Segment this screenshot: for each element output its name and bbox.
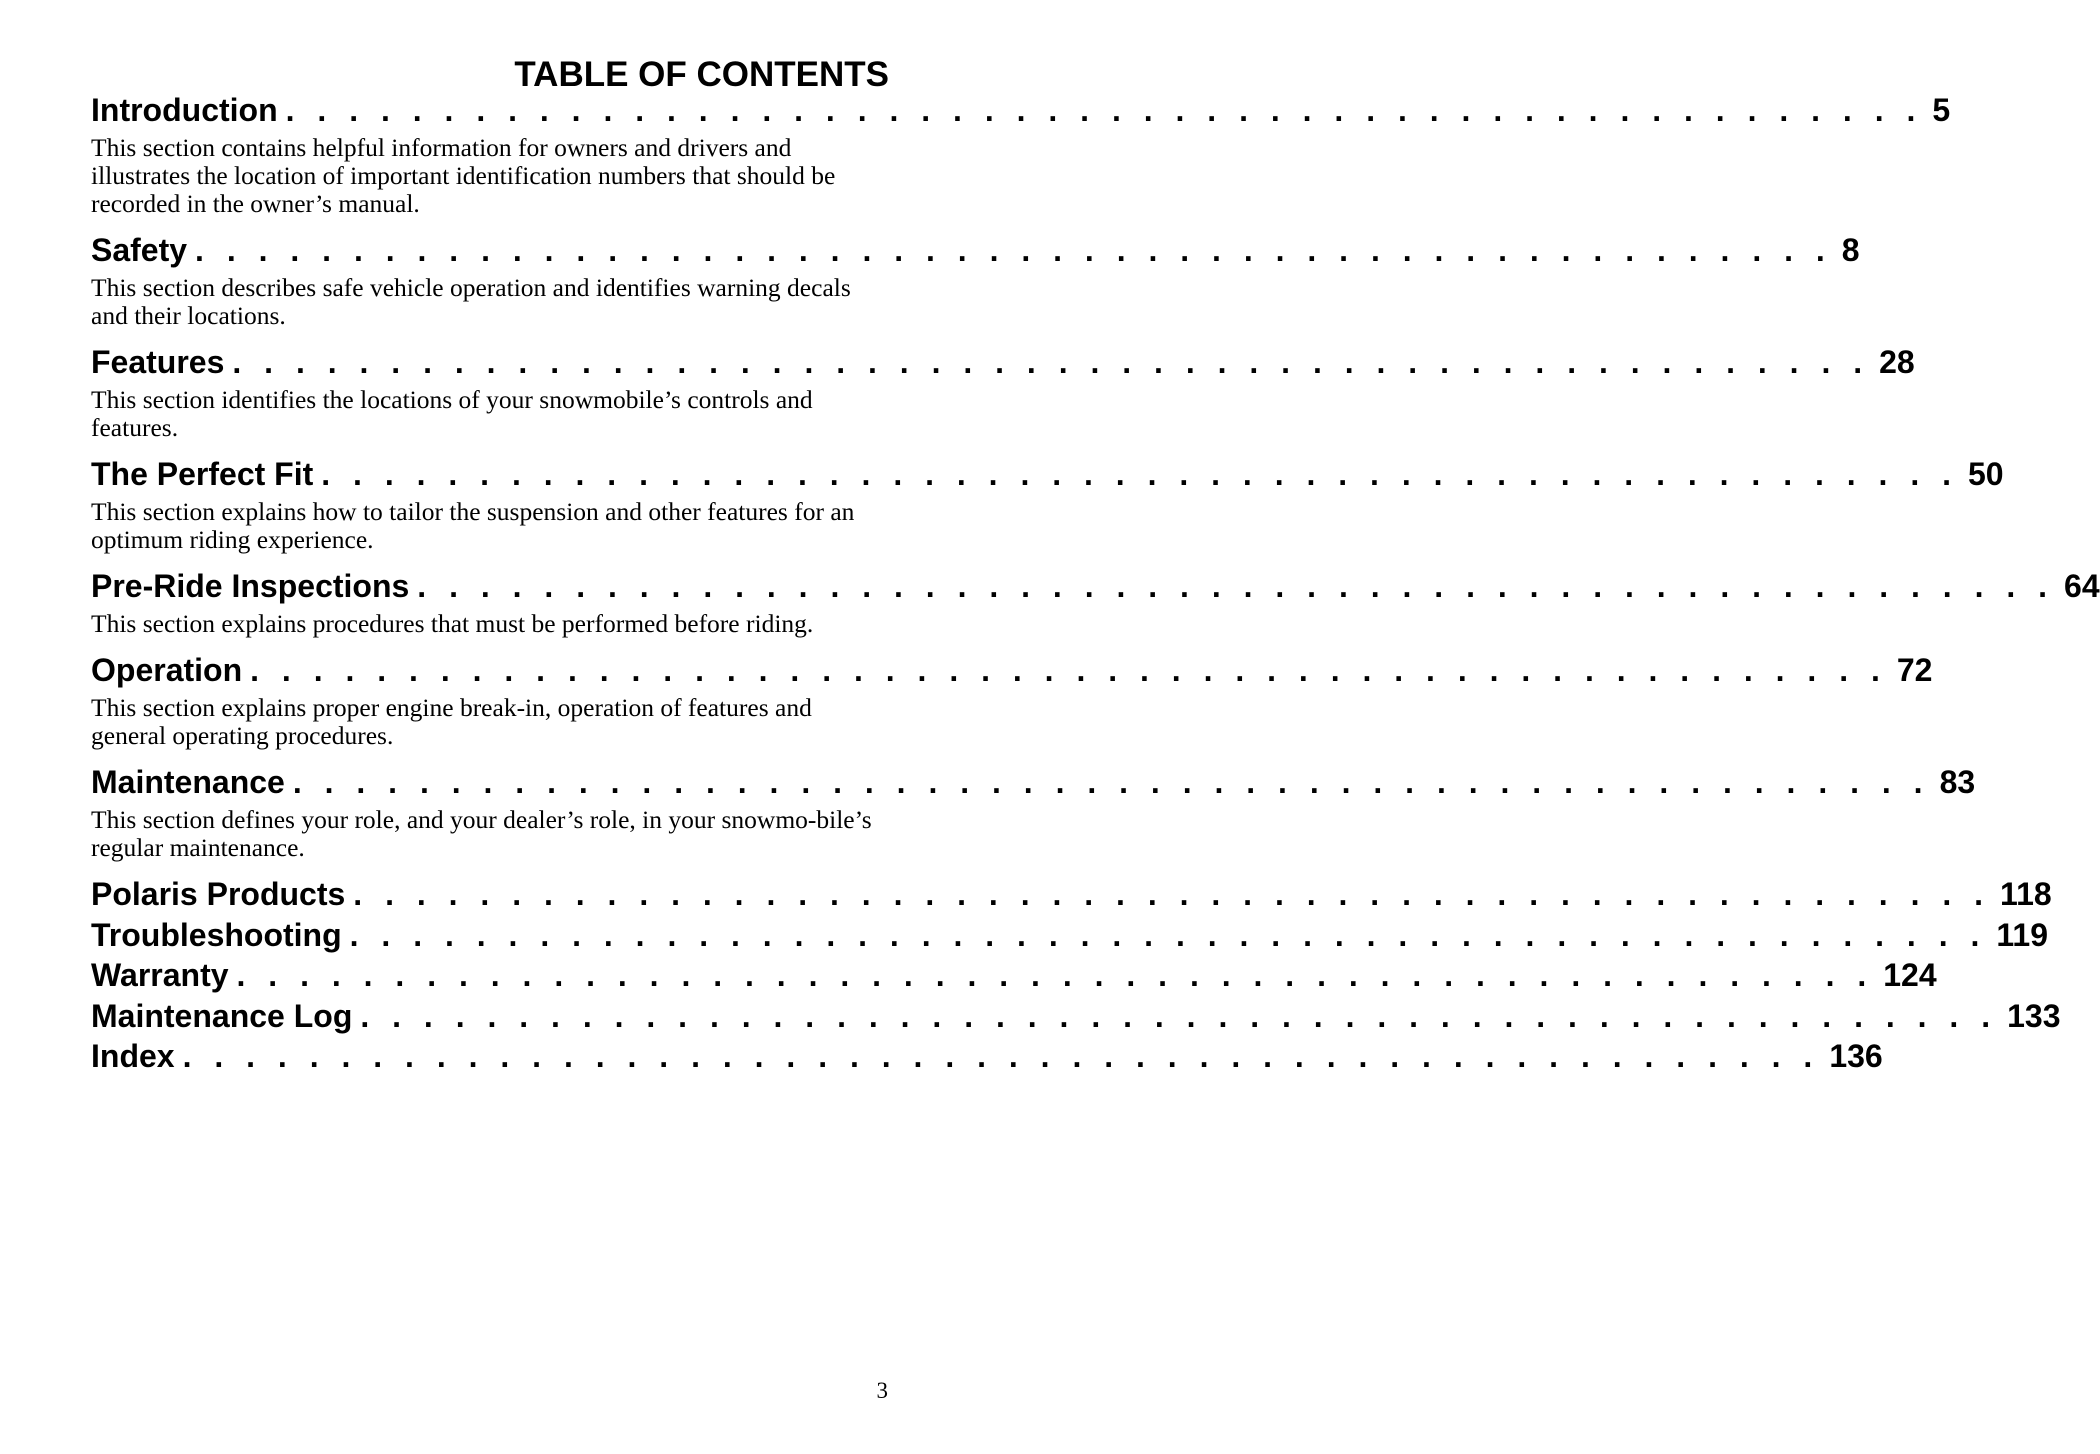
toc-entry-warranty[interactable]: [91, 955, 1937, 996]
toc-entry-description: This section contains helpful information for owners and drivers and illustrates the location of important identification numbers that should be recorded in the owner’s manual.: [91, 133, 836, 218]
dot-leader: . . . . . . . . . . . . . . . . . . . . . . . . . . . . . . . . . . . . . . . . . . . . . . . . . . . .: [353, 876, 1991, 912]
dot-leader: . . . . . . . . . . . . . . . . . . . . . . . . . . . . . . . . . . . . . . . . . . . . . . . . . . . .: [232, 344, 1870, 380]
toc-entry-description: This section defines your role, and your dealer’s role, in your snowmo-bile’s regular maintenance.: [91, 805, 872, 862]
toc-entry-title: Warranty: [91, 957, 229, 993]
toc-section-features: [91, 342, 1915, 442]
toc-entry-maintenance[interactable]: [91, 762, 1976, 802]
toc-entry-troubleshooting[interactable]: [91, 915, 2048, 956]
toc-entry-page: 64: [2064, 568, 2100, 604]
toc-entry-page: 136: [1829, 1038, 1883, 1074]
toc-entry-title: Index: [91, 1038, 175, 1074]
dot-leader: . . . . . . . . . . . . . . . . . . . . . . . . . . . . . . . . . . . . . . . . . . . . . . . . . . . .: [360, 997, 1998, 1034]
toc-section-safety: [91, 230, 1860, 330]
toc-entry-title: Maintenance Log: [91, 997, 353, 1034]
toc-entry-description: This section describes safe vehicle operation and identifies warning decals and their locations.: [91, 273, 851, 330]
dot-leader: . . . . . . . . . . . . . . . . . . . . . . . . . . . . . . . . . . . . . . . . . . . . . . . . . . . .: [417, 568, 2055, 604]
dot-leader: . . . . . . . . . . . . . . . . . . . . . . . . . . . . . . . . . . . . . . . . . . . . . . . . . . . .: [285, 92, 1923, 128]
page-title: TABLE OF CONTENTS: [514, 55, 889, 94]
dot-leader: . . . . . . . . . . . . . . . . . . . . . . . . . . . . . . . . . . . . . . . . . . . . . . . . . . . .: [182, 1038, 1820, 1074]
toc-entry-description: This section explains how to tailor the suspension and other features for an optimum riding experience.: [91, 497, 855, 554]
dot-leader: . . . . . . . . . . . . . . . . . . . . . . . . . . . . . . . . . . . . . . . . . . . . . . . . . . . .: [321, 456, 1958, 492]
toc-entry-title: The Perfect Fit: [91, 456, 314, 492]
toc-entry-page: 72: [1896, 652, 1933, 688]
toc-entry-page: 83: [1939, 764, 1976, 800]
toc-entry-title: Safety: [91, 232, 188, 268]
toc-entry-title: Introduction: [91, 92, 278, 128]
toc-entry-page: 133: [2007, 997, 2061, 1034]
toc-short-entries: [91, 874, 2061, 1077]
toc-page: [91, 54, 2100, 1077]
dot-leader: . . . . . . . . . . . . . . . . . . . . . . . . . . . . . . . . . . . . . . . . . . . . . . . . . . . .: [292, 764, 1930, 800]
dot-leader: . . . . . . . . . . . . . . . . . . . . . . . . . . . . . . . . . . . . . . . . . . . . . . . . . . . .: [236, 957, 1874, 993]
dot-leader: . . . . . . . . . . . . . . . . . . . . . . . . . . . . . . . . . . . . . . . . . . . . . . . . . . . .: [250, 652, 1887, 688]
toc-entry-page: 28: [1879, 344, 1915, 380]
toc-entry-page: 5: [1932, 92, 1951, 128]
toc-section-operation: [91, 650, 1933, 750]
toc-entry-title: Maintenance: [91, 764, 285, 800]
toc-section-maintenance: [91, 762, 1976, 862]
toc-entry-page: 50: [1968, 456, 2004, 492]
toc-entry-features[interactable]: [91, 342, 1915, 382]
dot-leader: . . . . . . . . . . . . . . . . . . . . . . . . . . . . . . . . . . . . . . . . . . . . . . . . . . . .: [349, 916, 1987, 953]
toc-entry-safety[interactable]: [91, 230, 1860, 270]
toc-entry-index[interactable]: [91, 1036, 1883, 1077]
toc-entry-page: 119: [1996, 916, 2048, 953]
toc-section-pre-ride-inspections: [91, 566, 2100, 638]
toc-entry-title: Features: [91, 344, 225, 380]
page-number: 3: [876, 1378, 888, 1403]
toc-entry-maintenance-log[interactable]: [91, 996, 2061, 1037]
toc-entry-page: 124: [1883, 957, 1937, 993]
toc-entry-title: Troubleshooting: [91, 916, 342, 953]
toc-entry-title: Pre-Ride Inspections: [91, 568, 410, 604]
dot-leader: . . . . . . . . . . . . . . . . . . . . . . . . . . . . . . . . . . . . . . . . . . . . . . . . . . . .: [195, 232, 1832, 268]
toc-entry-page: 118: [2000, 876, 2052, 912]
toc-entry-description: This section explains procedures that must be performed before riding.: [91, 609, 814, 638]
toc-entry-title: Polaris Products: [91, 876, 346, 912]
toc-entry-operation[interactable]: [91, 650, 1933, 690]
toc-entry-page: 8: [1841, 232, 1860, 268]
toc-section-introduction: [91, 90, 1951, 218]
toc-entry-description: This section explains proper engine break-in, operation of features and general operating procedures.: [91, 693, 812, 750]
toc-section-perfect-fit: [91, 454, 2004, 554]
toc-entry-polaris-products[interactable]: [91, 874, 2052, 915]
toc-entry-title: Operation: [91, 652, 243, 688]
toc-entry-introduction[interactable]: [91, 90, 1951, 130]
toc-entry-pre-ride-inspections[interactable]: [91, 566, 2100, 606]
toc-entry-description: This section identifies the locations of your snowmobile’s controls and features.: [91, 385, 813, 442]
toc-entry-perfect-fit[interactable]: [91, 454, 2004, 494]
